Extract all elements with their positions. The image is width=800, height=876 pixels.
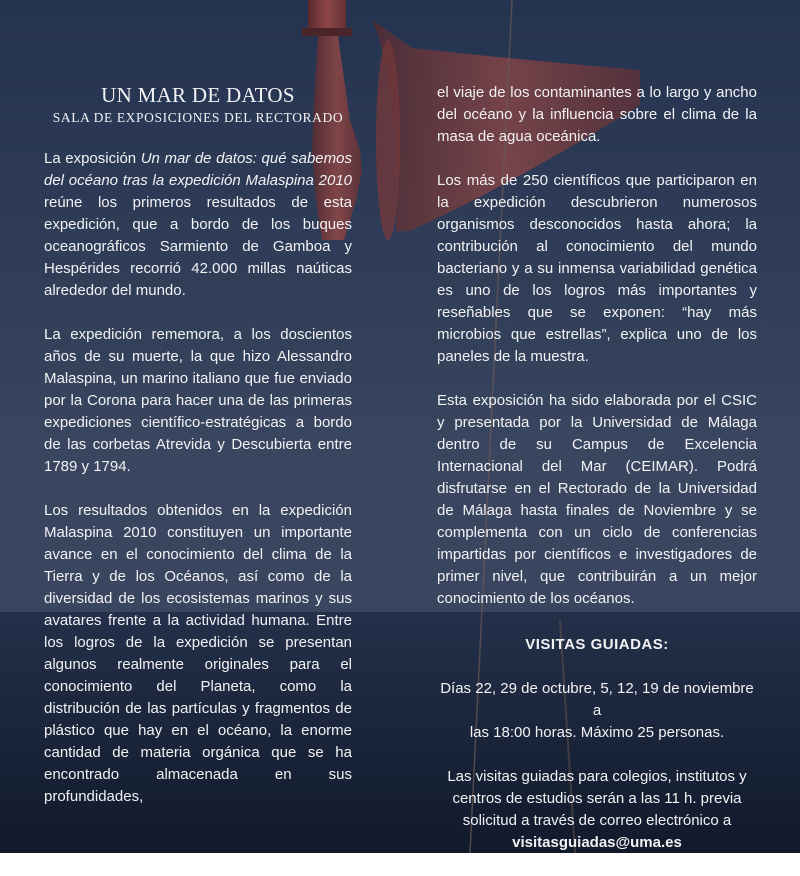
- paragraph-continuation: el viaje de los contaminantes a lo largo y ancho del océano y la influencia sobre el clima de la masa de agua oceánica.: [437, 84, 757, 145]
- schools-line-2: centros de estudios serán a las 11 h. previa: [452, 790, 742, 807]
- intro-text-b: reúne los primeros resultados de esta expedición, que a bordo de los buques oceanográficos Sarmiento de Gamboa y Hespérides recorrió 42.000 millas naúticas alrededor del mundo.: [44, 194, 352, 299]
- paragraph-results: Los resultados obtenidos en la expedición Malaspina 2010 constituyen un importante avance en el conocimiento del clima de la Tierra y de los Océanos, así como de la diversidad de los ecosistemas marinos y sus avatares frente a la actividad humana. Entre los logros de la expedición se presentan algunos realmente originales para el conocimiento del Planeta, como la distribución de las partículas y fragmentos de plástico que hay en el océano, la enorme cantidad de materia orgánica que se ha encontrado almacenada en sus profundidades,: [44, 502, 352, 805]
- visits-schedule: [437, 678, 757, 744]
- paragraph-scientists: Los más de 250 científicos que participaron en la expedición descubrieron numerosos organismos desconocidos hasta ahora; la contribución al conocimiento del mundo bacteriano y a su inmensa variabilidad genética es uno de los logros más importantes y reseñables que se exponen: “hay más microbios que estrellas”, explica uno de los paneles de la muestra.: [437, 172, 757, 365]
- intro-text-a: La exposición: [44, 150, 141, 167]
- schools-line-3: solicitud a través de correo electrónico a: [462, 812, 732, 829]
- contact-email[interactable]: visitasguiadas@uma.es: [512, 834, 682, 851]
- right-column: [437, 82, 757, 876]
- left-column: [44, 148, 352, 808]
- schedule-line-2: las 18:00 horas. Máximo 25 personas.: [469, 724, 725, 741]
- paragraph-history: La expedición rememora, a los doscientos años de su muerte, la que hizo Alessandro Malaspina, un marino italiano que fue enviado por la Corona para hacer una de las primeras expediciones científico-estratégicas a bordo de las corbetas Atrevida y Descubierta entre 1789 y 1794.: [44, 326, 352, 475]
- schools-line-1: Las visitas guiadas para colegios, institutos y: [447, 768, 747, 785]
- guided-visits-heading: VISITAS GUIADAS:: [525, 636, 669, 653]
- paragraph-organizers: Esta exposición ha sido elaborada por el CSIC y presentada por la Universidad de Málaga dentro de su Campus de Excelencia Internacional del Mar (CEIMAR). Podrá disfrutarse en el Rectorado de la Universidad de Málaga hasta finales de Noviembre y se complementa con un ciclo de conferencias impartidas por científicos e investigadores de primer nivel, que contribuirán a un mejor conocimiento de los océanos.: [437, 392, 757, 607]
- page-title: UN MAR DE DATOS: [101, 83, 295, 107]
- page-subtitle: SALA DE EXPOSICIONES DEL RECTORADO: [52, 110, 344, 125]
- schedule-line-1: Días 22, 29 de octubre, 5, 12, 19 de noviembre a: [440, 680, 754, 719]
- paragraph-intro: [44, 148, 352, 302]
- visits-schools-info: [437, 766, 757, 854]
- exhibition-title-italic: Un mar de datos: qué sabemos del océano tras la expedición Malaspina 2010: [44, 150, 352, 189]
- exhibition-heading: [44, 82, 352, 127]
